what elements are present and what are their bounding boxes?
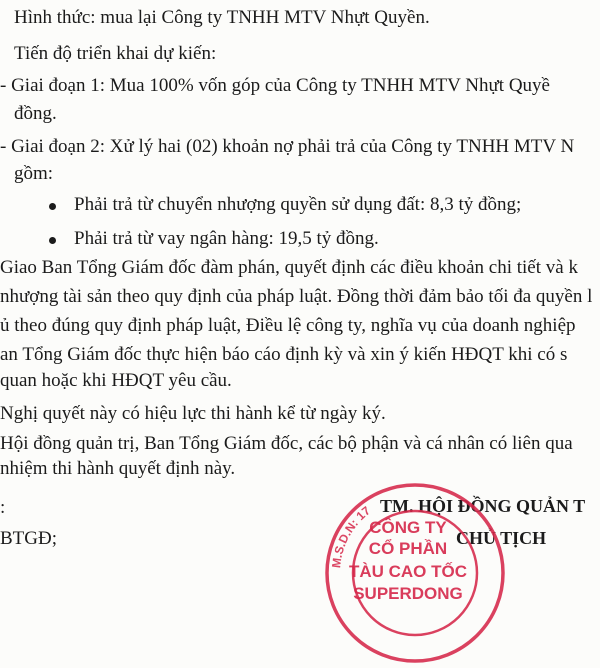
effective-clause: Nghị quyết này có hiệu lực thi hành kể từ ngày ký.: [0, 403, 386, 424]
signature-title: TM. HỘI ĐỒNG QUẢN T: [380, 496, 586, 516]
stamp-joint-stock: CỔ PHẦN: [368, 539, 448, 558]
bullet-marker: [49, 237, 56, 244]
phase-1-continuation: đồng.: [14, 103, 57, 124]
stamp-ring-text: M.S.D.N: 17: [329, 503, 373, 569]
recipients-label: :: [0, 497, 6, 518]
signature-role: CHỦ TỊCH: [456, 528, 547, 548]
stamp-company-name: SUPERDONG: [353, 584, 463, 603]
paragraph-line: quan hoặc khi HĐQT yêu cầu.: [0, 370, 232, 391]
bullet-marker: [49, 203, 56, 210]
stamp-line-3: TÀU CAO TỐC: [348, 562, 468, 581]
phase-2-continuation: gồm:: [14, 163, 54, 184]
schedule-heading: Tiến độ triển khai dự kiến:: [14, 43, 217, 64]
paragraph-line: ủ theo đúng quy định pháp luật, Điều lệ công ty, nghĩa vụ của doanh nghiệp: [0, 315, 576, 336]
responsibility-continuation: nhiệm thi hành quyết định này.: [0, 458, 236, 479]
phase-1-line: - Giai đoạn 1: Mua 100% vốn góp của Công ty TNHH MTV Nhựt Quyề: [0, 75, 550, 96]
paragraph-line: nhượng tài sản theo quy định của pháp luật. Đồng thời đảm bảo tối đa quyền l: [0, 286, 593, 307]
paragraph-line: an Tổng Giám đốc thực hiện báo cáo định kỳ và xin ý kiến HĐQT khi có s: [0, 344, 568, 365]
form-line: Hình thức: mua lại Công ty TNHH MTV Nhựt Quyền.: [14, 7, 430, 28]
phase-2-line: - Giai đoạn 2: Xử lý hai (02) khoản nợ phải trả của Công ty TNHH MTV N: [0, 136, 575, 157]
bullet-item-land: Phải trả từ chuyển nhượng quyền sử dụng đất: 8,3 tỷ đồng;: [74, 194, 522, 215]
stamp-company: CÔNG TY: [369, 518, 447, 537]
paragraph-line: Giao Ban Tổng Giám đốc đàm phán, quyết định các điều khoản chi tiết và k: [0, 257, 578, 278]
bullet-item-bank-loan: Phải trả từ vay ngân hàng: 19,5 tỷ đồng.: [74, 228, 379, 249]
responsibility-clause: Hội đồng quản trị, Ban Tổng Giám đốc, các bộ phận và cá nhân có liên qua: [0, 433, 573, 454]
recipient-btgd: BTGĐ;: [0, 528, 57, 549]
company-stamp: [320, 478, 510, 668]
